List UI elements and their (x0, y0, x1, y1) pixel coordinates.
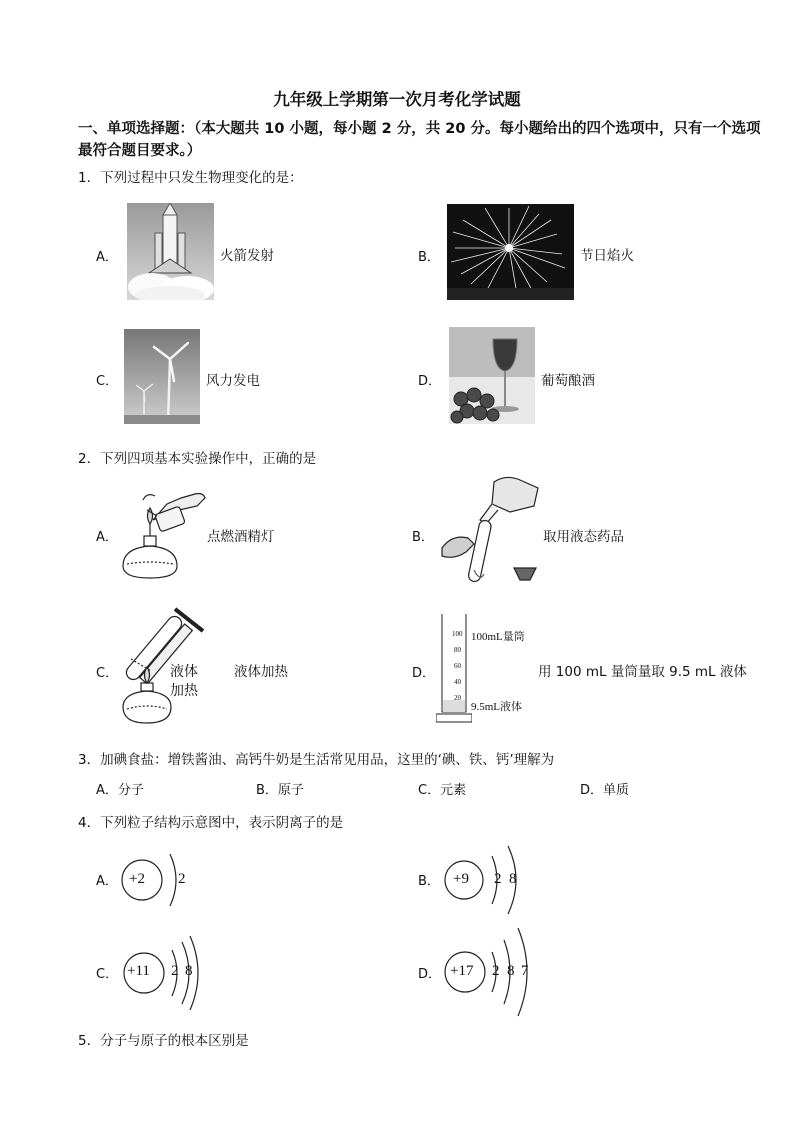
q1-option-a-label: 火箭发射 (220, 248, 274, 264)
q2-option-b-label: 取用液态药品 (543, 529, 624, 545)
q2-c-figure-text-heat: 加热 (170, 684, 198, 699)
q4-a-nucleus: +2 (129, 871, 145, 887)
q4-d-shell-3: 7 (521, 963, 529, 979)
q4-option-b-letter[interactable]: B． (418, 874, 440, 889)
grape-wine-image (449, 327, 535, 424)
lighting-alcohol-lamp-figure (117, 486, 209, 581)
q2-d-cylinder-label: 100mL量筒 (471, 631, 525, 643)
q3-option-b[interactable]: B．原子 (256, 783, 304, 798)
q2-d-tick-80: 80 (454, 646, 461, 654)
wind-turbine-image (124, 329, 200, 424)
q2-option-c-label: 液体加热 (234, 664, 288, 680)
q2-d-tick-100: 100 (452, 630, 463, 638)
q1-option-c-label: 风力发电 (206, 373, 260, 389)
q4-c-shell-1: 2 (171, 963, 179, 979)
q4-c-nucleus: +11 (127, 963, 150, 979)
q2-option-a-letter[interactable]: A． (96, 530, 118, 545)
q4-b-nucleus: +9 (453, 871, 469, 887)
q2-d-tick-60: 60 (454, 662, 461, 670)
q1-option-a-letter[interactable]: A． (96, 250, 118, 265)
q3-option-c[interactable]: C．元素 (418, 783, 467, 798)
question-4-stem: 4．下列粒子结构示意图中，表示阴离子的是 (78, 815, 344, 831)
q2-d-tick-40: 40 (454, 678, 461, 686)
q4-d-nucleus: +17 (450, 963, 474, 979)
q1-option-d-letter[interactable]: D． (418, 374, 442, 389)
rocket-launch-image (127, 203, 214, 300)
q4-d-shell-1: 2 (492, 963, 500, 979)
page-title: 九年级上学期第一次月考化学试题 (273, 90, 521, 109)
q2-d-liquid-label: 9.5mL液体 (471, 701, 523, 713)
fireworks-image (447, 204, 574, 300)
q3-option-a[interactable]: A．分子 (96, 783, 144, 798)
question-5-stem: 5．分子与原子的根本区别是 (78, 1033, 249, 1049)
q4-c-shell-2: 8 (185, 963, 193, 979)
q4-b-shell-1: 2 (494, 871, 502, 887)
q2-option-d-label: 用 100 mL 量筒量取 9.5 mL 液体 (538, 664, 747, 680)
q2-option-c-letter[interactable]: C． (96, 666, 119, 681)
q2-c-figure-text-liquid: 液体 (170, 665, 198, 680)
q4-option-c-letter[interactable]: C． (96, 967, 119, 982)
question-1-stem: 1．下列过程中只发生物理变化的是： (78, 170, 303, 186)
q3-option-d[interactable]: D．单质 (580, 783, 630, 798)
q4-a-shell-1: 2 (178, 871, 186, 887)
q2-d-tick-20: 20 (454, 694, 461, 702)
q4-option-a-letter[interactable]: A． (96, 874, 118, 889)
q4-b-shell-2: 8 (509, 871, 517, 887)
q2-option-a-label: 点燃酒精灯 (207, 529, 275, 545)
question-2-stem: 2．下列四项基本实验操作中，正确的是 (78, 451, 317, 467)
pouring-liquid-figure (434, 470, 544, 588)
question-3-stem: 3．加碘食盐：增铁酱油、高钙牛奶是生活常见用品，这里的‘碘、铁、钙’理解为 (78, 752, 555, 768)
q2-option-d-letter[interactable]: D． (412, 666, 436, 681)
q1-option-b-letter[interactable]: B． (418, 250, 440, 265)
q1-option-b-label: 节日焰火 (580, 248, 634, 264)
q2-option-b-letter[interactable]: B． (412, 530, 434, 545)
q1-option-d-label: 葡萄酿酒 (541, 373, 595, 389)
section-heading: 一、单项选择题：（本大题共 10 小题，每小题 2 分，共 20 分。每小题给出的四个选项中，只有一个选项最符合题目要求。） (78, 121, 761, 159)
q4-option-d-letter[interactable]: D． (418, 967, 442, 982)
q4-d-shell-2: 8 (507, 963, 515, 979)
q1-option-c-letter[interactable]: C． (96, 374, 119, 389)
